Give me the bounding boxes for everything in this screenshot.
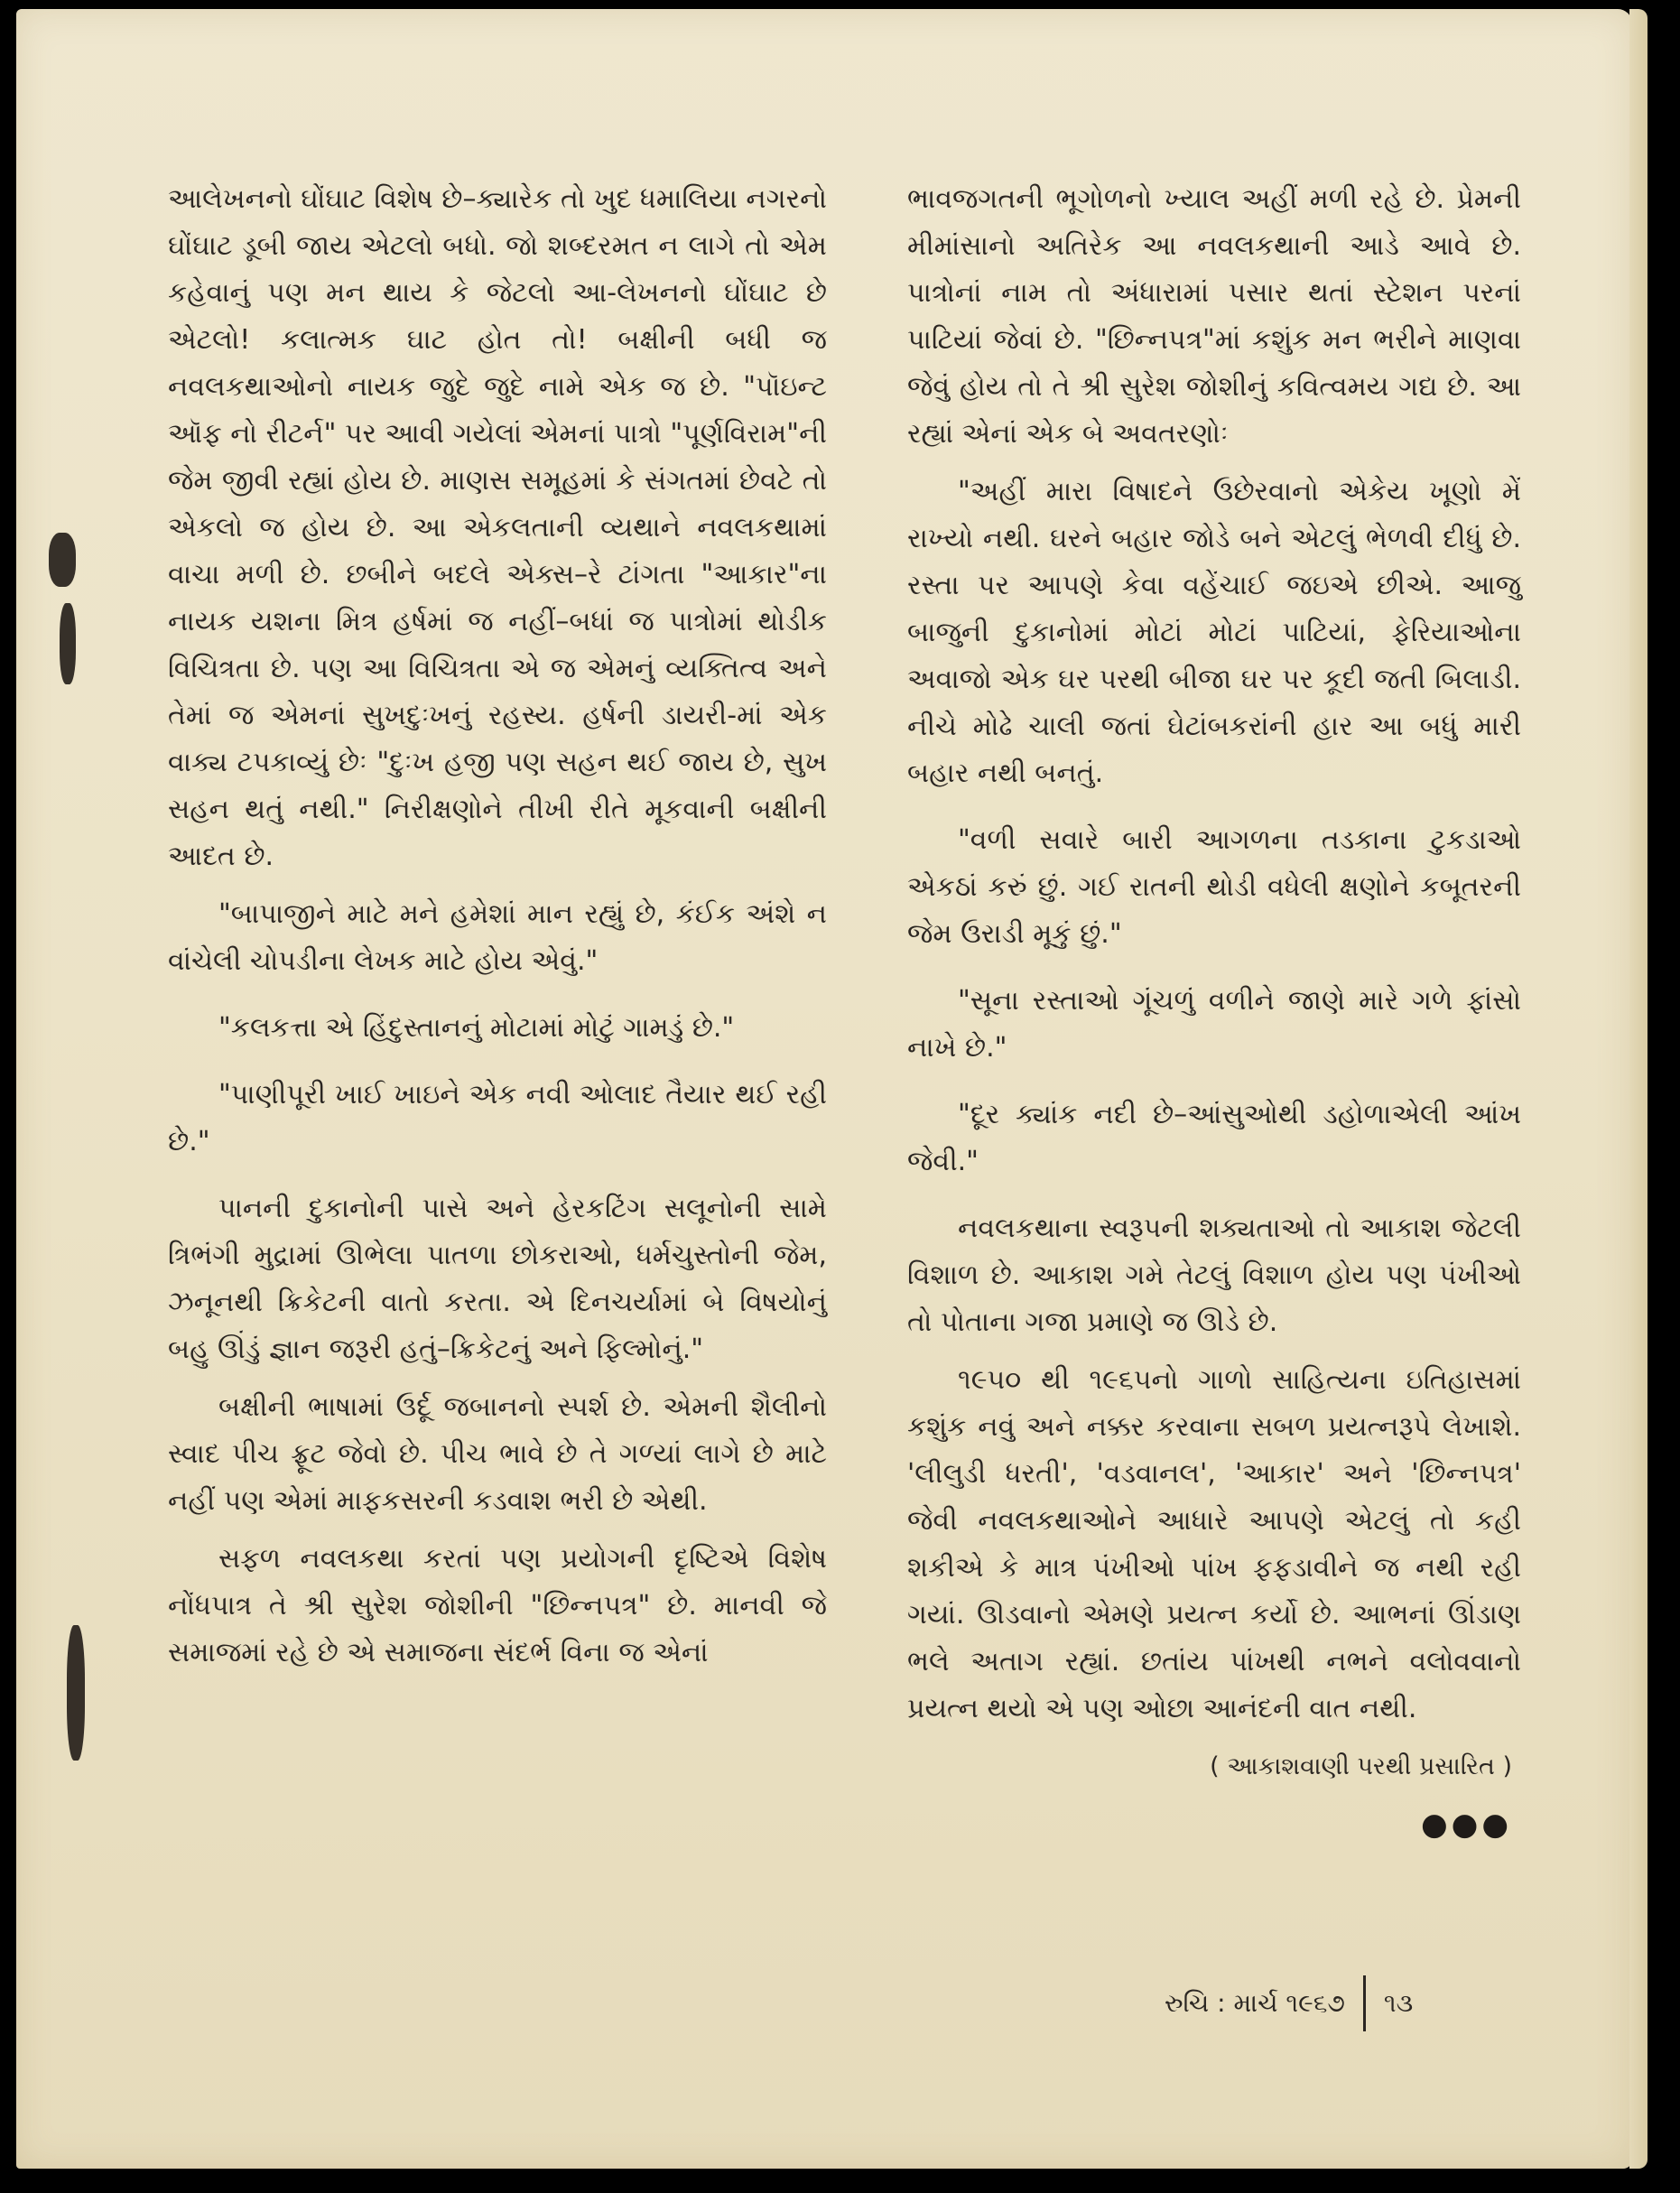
quote: "દૂર ક્યાંક નદી છે–આંસુઓથી ડહોળાએલી આંખ જેવી." (907, 1099, 1521, 1177)
paragraph: બક્ષીની ભાષામાં ઉર્દૂ જબાનનો સ્પર્શ છે. એમની શૈલીનો સ્વાદ પીચ ફ્રૂટ જેવો છે. પીચ ભાવે છે તે ગળ્યાં લાગે છે માટે નહીં પણ એમાં માફકસરની કડવાશ ભરી છે એથી. (168, 1391, 827, 1517)
left-column (168, 176, 827, 1687)
quote: "અહીં મારા વિષાદને ઉછેરવાનો એકેય ખૂણો મેં રાખ્યો નથી. ઘરને બહાર જોડે બને એટલું ભેળવી દીધું છે. રસ્તા પર આપણે કેવા વહેંચાઈ જઇએ છીએ. આજુ બાજુની દુકાનોમાં મોટાં મોટાં પાટિયાં, ફેરિયાઓના અવાજો એક ઘર પરથી બીજા ઘર પર કૂદી જતી બિલાડી. નીચે મોઢે ચાલી જતાં ઘેટાંબકરાંની હાર આ બધું મારી બહાર નથી બનતું. (907, 476, 1521, 789)
page-footer (1165, 1975, 1413, 2031)
footer-divider (1363, 1975, 1366, 2031)
quote: "સૂના રસ્તાઓ ગૂંચળું વળીને જાણે મારે ગળે ફાંસો નાખે છે." (907, 985, 1521, 1064)
ink-blot-top (49, 533, 76, 587)
quote: "બાપાજીને માટે મને હમેશાં માન રહ્યું છે, કંઈક અંશે ન વાંચેલી ચોપડીના લેખક માટે હોય એવું." (168, 898, 827, 977)
paragraph: ભાવજગતની ભૂગોળનો ખ્યાલ અહીં મળી રહે છે. પ્રેમની મીમાંસાનો અતિરેક આ નવલકથાની આડે આવે છે. પાત્રોનાં નામ તો અંધારામાં પસાર થતાં સ્ટેશન પરનાં પાટિયાં જેવાં છે. "છિન્નપત્ર"માં કશુંક મન ભરીને માણવા જેવું હોય તો તે શ્રી સુરેશ જોશીનું કવિત્વમય ગદ્ય છે. આ રહ્યાં એનાં એક બે અવતરણોઃ (907, 183, 1521, 450)
quote: "કલકત્તા એ હિંદુસ્તાનનું મોટામાં મોટું ગામડું છે." (218, 1012, 735, 1044)
publication-info: રુચિ : માર્ચ ૧૯૬૭ (1165, 1988, 1345, 2018)
paragraph: આલેખનનો ઘોંઘાટ વિશેષ છે–ક્યારેક તો ખુદ ધમાલિયા નગરનો ઘોંઘાટ ડૂબી જાય એટલો બધો. જો શબ્દરમત ન લાગે તો એમ કહેવાનું પણ મન થાય કે જેટલો આ-લેખનનો ઘોંઘાટ છે એટલો! કલાત્મક ઘાટ હોત તો! બક્ષીની બધી જ નવલકથાઓનો નાયક જુદે જુદે નામે એક જ છે. "પૉઇન્ટ ઑફ નો રીટર્ન" પર આવી ગયેલાં એમનાં પાત્રો "પૂર્ણવિરામ"ની જેમ જીવી રહ્યાં હોય છે. માણસ સમૂહમાં કે સંગતમાં છેવટે તો એકલો જ હોય છે. આ એકલતાની વ્યથાને નવલકથામાં વાચા મળી છે. છબીને બદલે એક્સ–રે ટાંગતા "આકાર"ના નાયક યશના મિત્ર હર્ષમાં જ નહીં–બધાં જ પાત્રોમાં થોડીક વિચિત્રતા છે. પણ આ વિચિત્રતા એ જ એમનું વ્યક્તિત્વ અને તેમાં જ એમનાં સુખદુઃખનું રહસ્ય. હર્ષની ડાયરી-માં એક વાક્ય ટપકાવ્યું છેઃ "દુઃખ હજી પણ સહન થઈ જાય છે, સુખ સહન થતું નથી." નિરીક્ષણોને તીખી રીતે મૂકવાની બક્ષીની આદત છે. (168, 183, 827, 872)
ink-blot-mid (60, 603, 76, 684)
page-number: ૧૩ (1383, 1988, 1414, 2018)
quote: "વળી સવારે બારી આગળના તડકાના ટુકડાઓ એકઠાં કરું છું. ગઈ રાતની થોડી વધેલી ક્ષણોને કબૂતરની જેમ ઉરાડી મૂકું છું." (907, 824, 1521, 950)
ink-blot-bottom (67, 1625, 85, 1761)
page-edge (1629, 9, 1648, 2169)
paragraph: સફળ નવલકથા કરતાં પણ પ્રયોગની દૃષ્ટિએ વિશેષ નોંધપાત્ર તે શ્રી સુરેશ જોશીની "છિન્નપત્ર" છે. માનવી જે સમાજમાં રહે છે એ સમાજના સંદર્ભ વિના જ એનાં (168, 1543, 827, 1668)
paragraph: ૧૯૫૦ થી ૧૯૬૫નો ગાળો સાહિત્યના ઇતિહાસમાં કશુંક નવું અને નક્કર કરવાના સબળ પ્રયત્નરૂપે લેખાશે. 'લીલુડી ધરતી', 'વડવાનલ', 'આકાર' અને 'છિન્નપત્ર' જેવી નવલકથાઓને આધારે આપણે એટલું તો કહી શકીએ કે માત્ર પંખીઓ પાંખ ફફડાવીને જ નથી રહી ગયાં. ઊડવાનો એમણે પ્રયત્ન કર્યો છે. આભનાં ઊંડાણ ભલે અતાગ રહ્યાં. છતાંય પાંખથી નભને વલોવવાનો પ્રયત્ન થયો એ પણ ઓછા આનંદની વાત નથી. (907, 1364, 1521, 1724)
quote: "પાણીપૂરી ખાઈ ખાઇને એક નવી ઓલાદ તૈયાર થઈ રહી છે." (168, 1079, 827, 1157)
broadcast-credit: ( આકાશવાણી પરથી પ્રસારિત ) (1210, 1752, 1512, 1780)
right-column (907, 176, 1521, 1848)
end-mark: ●●● (1420, 1807, 1512, 1843)
paragraph: નવલકથાના સ્વરૂપની શક્યતાઓ તો આકાશ જેટલી વિશાળ છે. આકાશ ગમે તેટલું વિશાળ હોય પણ પંખીઓ તો પોતાના ગજા પ્રમાણે જ ઊડે છે. (907, 1213, 1521, 1338)
paragraph: પાનની દુકાનોની પાસે અને હેરકટિંગ સલૂનોની સામે ત્રિભંગી મુદ્રામાં ઊભેલા પાતળા છોકરાઓ, ધર્મચુસ્તોની જેમ, ઝનૂનથી ક્રિકેટની વાતો કરતા. એ દિનચર્યામાં બે વિષયોનું બહુ ઊંડું જ્ઞાન જરૂરી હતું–ક્રિકેટનું અને ફિલ્મોનું." (168, 1193, 827, 1365)
